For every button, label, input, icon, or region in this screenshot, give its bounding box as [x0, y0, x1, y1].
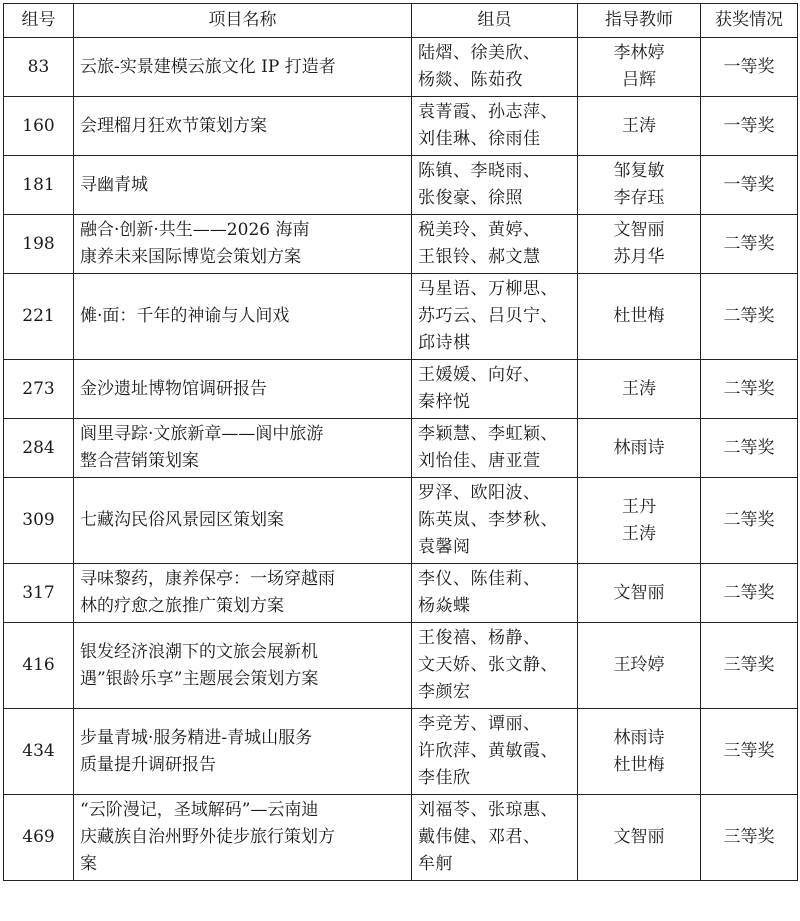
header-group-no: 组号	[4, 4, 74, 38]
awards-table	[3, 3, 798, 881]
members-cell	[412, 38, 578, 97]
members-line: 王俊禧、杨静、	[418, 628, 541, 648]
advisor-cell	[578, 38, 701, 97]
members-line: 王银铃、郝文慧	[418, 247, 541, 267]
project-name-line: 质量提升调研报告	[80, 754, 216, 775]
members-line: 王媛媛、向好、	[418, 365, 541, 385]
group-number-cell: 469	[4, 795, 74, 881]
advisor-line: 林雨诗	[613, 727, 665, 748]
advisor-line: 王玲婷	[613, 655, 665, 675]
project-name-line: 会理榴月狂欢节策划方案	[80, 115, 267, 136]
members-line: 邱诗棋	[418, 333, 471, 353]
project-name-cell	[74, 709, 412, 795]
group-number-cell: 83	[4, 38, 74, 97]
members-line: 刘怡佳、唐亚萱	[418, 451, 541, 471]
group-number-cell: 273	[4, 360, 74, 419]
members-line: 文天娇、张文静、	[418, 655, 558, 675]
award-cell: 三等奖	[701, 709, 798, 795]
advisor-cell	[578, 274, 701, 360]
project-name-cell	[74, 623, 412, 709]
header-project-name: 项目名称	[74, 4, 412, 38]
members-line: 许欣萍、黄敏霞、	[418, 741, 558, 761]
project-name-line: 融合·创新·共生——2026 海南	[80, 220, 310, 240]
group-number-cell: 198	[4, 215, 74, 274]
advisor-line: 文智丽	[613, 582, 665, 603]
members-cell	[412, 709, 578, 795]
advisor-line: 李存珏	[613, 188, 665, 208]
members-line: 杨燚、陈茹孜	[418, 70, 523, 90]
advisor-line: 王丹	[622, 496, 656, 517]
advisor-cell	[578, 623, 701, 709]
members-cell	[412, 156, 578, 215]
advisor-cell	[578, 360, 701, 419]
advisor-cell	[578, 795, 701, 881]
members-cell	[412, 97, 578, 156]
members-cell	[412, 623, 578, 709]
award-cell: 二等奖	[701, 478, 798, 564]
project-name-cell	[74, 478, 412, 564]
table-row	[4, 478, 798, 564]
members-line: 李颖慧、李虹颖、	[418, 424, 558, 444]
award-cell: 二等奖	[701, 274, 798, 360]
members-line: 刘佳琳、徐雨佳	[418, 129, 541, 149]
project-name-cell	[74, 38, 412, 97]
header-advisor: 指导教师	[578, 4, 701, 38]
header-members: 组员	[412, 4, 578, 38]
table-row	[4, 360, 798, 419]
project-name-line: 金沙遗址博物馆调研报告	[80, 378, 267, 399]
advisor-cell	[578, 564, 701, 623]
advisor-line: 邹复敏	[613, 161, 665, 181]
award-cell: 一等奖	[701, 97, 798, 156]
project-name-cell	[74, 97, 412, 156]
header-row	[4, 4, 798, 38]
advisor-line: 苏月华	[613, 247, 665, 267]
members-line: 税美玲、黄婷、	[418, 220, 541, 240]
project-name-line: 七藏沟民俗风景园区策划案	[80, 510, 284, 530]
group-number-cell: 181	[4, 156, 74, 215]
project-name-line: 康养未来国际博览会策划方案	[80, 247, 301, 267]
project-name-line: 案	[80, 854, 97, 874]
award-cell: 二等奖	[701, 564, 798, 623]
members-line: 陈英岚、李梦秋、	[418, 510, 558, 530]
table-row	[4, 38, 798, 97]
project-name-cell	[74, 274, 412, 360]
table-row	[4, 795, 798, 881]
project-name-line: 遇”银龄乐享”主题展会策划方案	[80, 668, 319, 689]
members-line: 杨焱蝶	[418, 596, 471, 616]
table-row	[4, 97, 798, 156]
advisor-line: 文智丽	[613, 220, 665, 240]
award-cell: 一等奖	[701, 156, 798, 215]
project-name-cell	[74, 215, 412, 274]
project-name-line: 阆里寻踪·文旅新章——阆中旅游	[80, 424, 324, 444]
advisor-cell	[578, 97, 701, 156]
members-cell	[412, 274, 578, 360]
members-line: 陈镇、李晓雨、	[418, 161, 541, 181]
members-line: 李佳欣	[418, 768, 471, 788]
project-name-line: 傩·面：千年的神谕与人间戏	[80, 306, 290, 326]
members-line: 罗泽、欧阳波、	[418, 483, 541, 503]
table-body	[4, 38, 798, 881]
advisor-cell	[578, 156, 701, 215]
members-line: 李竞芳、谭丽、	[418, 714, 541, 734]
table-row	[4, 623, 798, 709]
group-number-cell: 416	[4, 623, 74, 709]
table-row	[4, 419, 798, 478]
project-name-cell	[74, 156, 412, 215]
members-cell	[412, 360, 578, 419]
table-row	[4, 156, 798, 215]
award-cell: 一等奖	[701, 38, 798, 97]
project-name-line: 银发经济浪潮下的文旅会展新机	[80, 641, 318, 662]
members-line: 戴伟健、邓君、	[418, 827, 541, 847]
members-cell	[412, 419, 578, 478]
table-row	[4, 709, 798, 795]
group-number-cell: 434	[4, 709, 74, 795]
table-row	[4, 274, 798, 360]
members-line: 秦梓悦	[418, 392, 471, 412]
award-cell: 二等奖	[701, 360, 798, 419]
table-row	[4, 564, 798, 623]
advisor-cell	[578, 478, 701, 564]
members-line: 马星语、万柳思、	[418, 279, 558, 299]
project-name-cell	[74, 564, 412, 623]
project-name-line: 庆藏族自治州野外徒步旅行策划方	[80, 827, 335, 847]
project-name-cell	[74, 360, 412, 419]
members-line: 牟舸	[418, 854, 453, 874]
award-cell: 三等奖	[701, 795, 798, 881]
members-line: 张俊豪、徐照	[418, 188, 523, 208]
group-number-cell: 160	[4, 97, 74, 156]
project-name-line: 寻幽青城	[80, 174, 148, 195]
project-name-line: 步量青城·服务精进-青城山服务	[80, 727, 313, 748]
project-name-line: “云阶漫记，圣域解码”—云南迪	[80, 800, 319, 820]
members-line: 刘福苓、张琼惠、	[418, 800, 558, 820]
group-number-cell: 284	[4, 419, 74, 478]
members-cell	[412, 215, 578, 274]
project-name-cell	[74, 419, 412, 478]
award-cell: 二等奖	[701, 215, 798, 274]
table-row	[4, 215, 798, 274]
advisor-line: 杜世梅	[613, 754, 665, 775]
project-name-cell	[74, 795, 412, 881]
members-line: 苏巧云、吕贝宁、	[418, 306, 558, 326]
award-cell: 三等奖	[701, 623, 798, 709]
advisor-line: 杜世梅	[613, 306, 665, 326]
advisor-line: 李林婷	[613, 43, 665, 63]
members-line: 李颜宏	[418, 682, 471, 702]
members-cell	[412, 478, 578, 564]
advisor-line: 王涛	[622, 523, 656, 544]
members-line: 袁馨阅	[418, 537, 471, 557]
group-number-cell: 317	[4, 564, 74, 623]
project-name-line: 寻味黎药，康养保亭：一场穿越雨	[80, 569, 335, 589]
advisor-line: 林雨诗	[613, 437, 665, 458]
members-cell	[412, 795, 578, 881]
members-line: 陆熠、徐美欣、	[418, 43, 541, 63]
header-award: 获奖情况	[701, 4, 798, 38]
members-line: 李仪、陈佳莉、	[418, 569, 541, 589]
advisor-cell	[578, 419, 701, 478]
group-number-cell: 309	[4, 478, 74, 564]
advisor-line: 王涛	[622, 378, 656, 399]
members-cell	[412, 564, 578, 623]
advisor-line: 吕辉	[622, 70, 656, 90]
advisor-cell	[578, 215, 701, 274]
advisor-line: 王涛	[622, 115, 656, 136]
project-name-line: 云旅-实景建模云旅文化 IP 打造者	[80, 56, 336, 77]
project-name-line: 整合营销策划案	[80, 451, 199, 471]
award-cell: 二等奖	[701, 419, 798, 478]
project-name-line: 林的疗愈之旅推广策划方案	[80, 596, 284, 616]
members-line: 袁菁霞、孙志萍、	[418, 102, 558, 122]
advisor-line: 文智丽	[613, 827, 665, 847]
advisor-cell	[578, 709, 701, 795]
group-number-cell: 221	[4, 274, 74, 360]
